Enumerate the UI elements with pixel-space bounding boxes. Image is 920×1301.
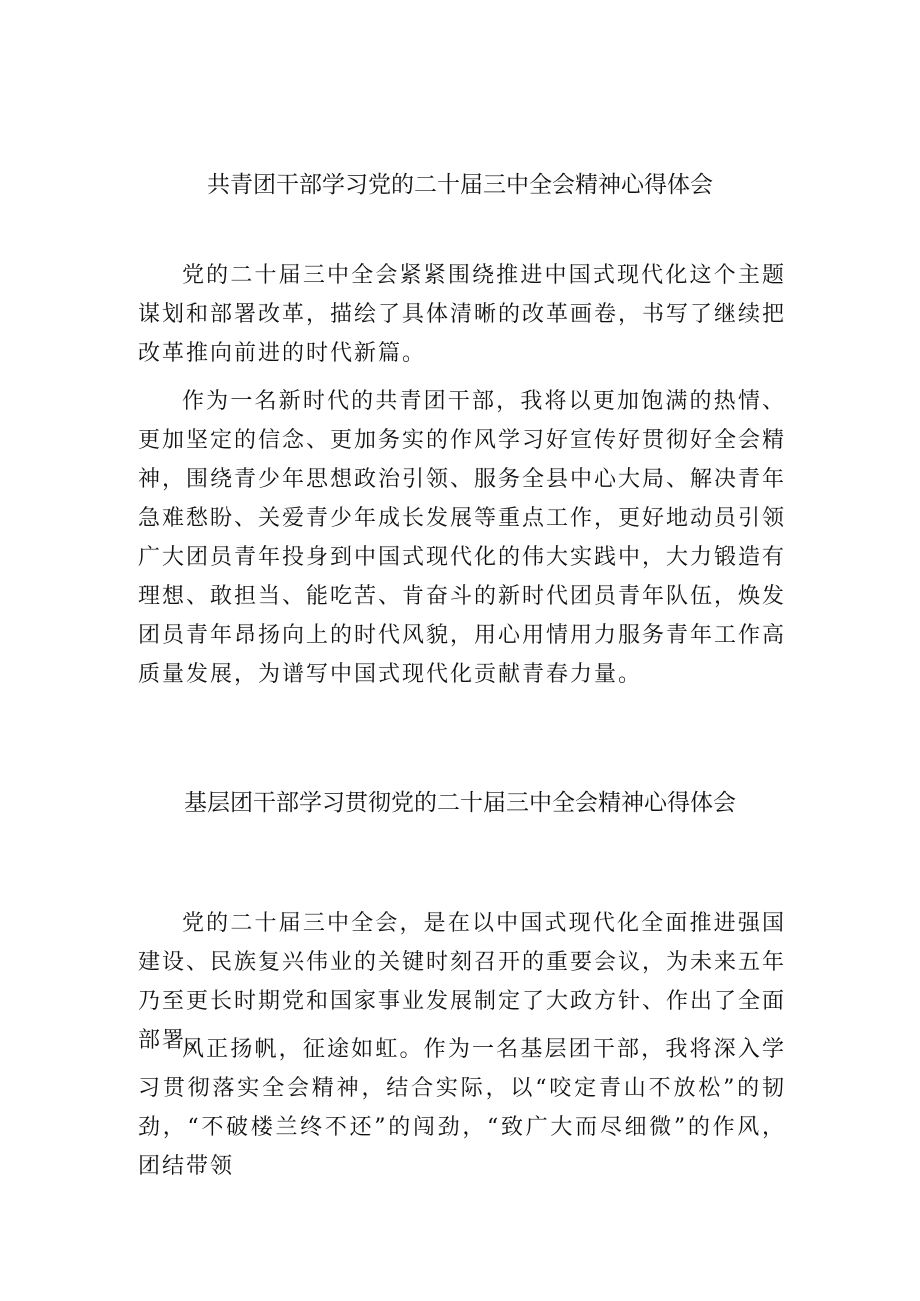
section-1-title: 共青团干部学习党的二十届三中全会精神心得体会: [207, 172, 713, 198]
section-1-paragraph-2: 作为一名新时代的共青团干部，我将以更加饱满的热情、更加坚定的信念、更加务实的作风学习好宣传好贯彻好全会精神，围绕青少年思想政治引领、服务全县中心大局、解决青年急难愁盼、关爱青少年成长发展等重点工作，更好地动员引领广大团员青年投身到中国式现代化的伟大实践中，大力锻造有理想、敢担当、能吃苦、肯奋斗的新时代团员青年队伍，焕发团员青年昂扬向上的时代风貌，用心用情用力服务青年工作高质量发展，为谱写中国式现代化贡献青春力量。: [138, 389, 787, 687]
section-2-paragraph-2: 风正扬帆，征途如虹。作为一名基层团干部，我将深入学习贯彻落实全会精神，结合实际，以“咬定青山不放松”的韧劲，“不破楼兰终不还”的闯劲，“致广大而尽细微”的作风，团结带领: [138, 1037, 786, 1179]
section-2-title: 基层团干部学习贯彻党的二十届三中全会精神心得体会: [184, 790, 736, 816]
section-2-paragraph-1: 党的二十届三中全会，是在以中国式现代化全面推进强国建设、民族复兴伟业的关键时刻召开的重要会议，为未来五年乃至更长时期党和国家事业发展制定了大政方针、作出了全面部署。: [138, 911, 787, 1053]
section-1-paragraph-1: 党的二十届三中全会紧紧围绕推进中国式现代化这个主题谋划和部署改革，描绘了具体清晰的改革画卷，书写了继续把改革推向前进的时代新篇。: [138, 263, 787, 366]
